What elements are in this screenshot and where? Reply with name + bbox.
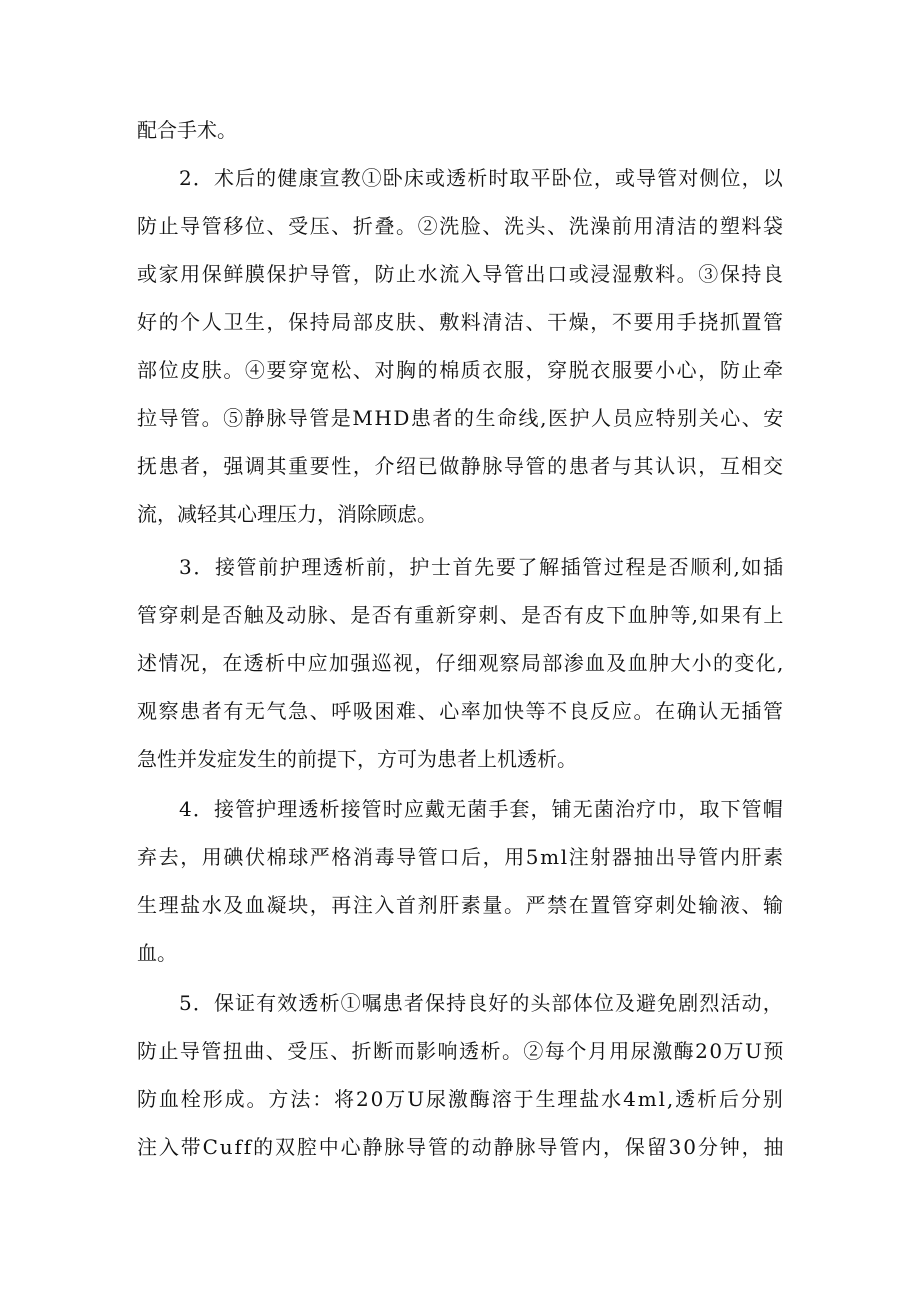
paragraph-start-line bbox=[0, 983, 920, 1023]
text-line bbox=[0, 1079, 920, 1119]
text-line-content: 防止导管扭曲、受压、折断而影响透析。②每个月用尿激酶20万U预 bbox=[137, 1039, 785, 1063]
text-line-content: 血。 bbox=[137, 941, 177, 965]
text-line-content: 急性并发症发生的前提下，方可为患者上机透析。 bbox=[137, 747, 577, 771]
text-line-content: 述情况，在透析中应加强巡视，仔细观察局部渗血及血肿大小的变化, bbox=[137, 651, 785, 675]
text-line bbox=[0, 837, 920, 877]
text-line-content: 注入带Cuff的双腔中心静脉导管的动静脉导管内，保留30分钟，抽 bbox=[137, 1135, 786, 1159]
text-line-content: 管穿刺是否触及动脉、是否有重新穿刺、是否有皮下血肿等,如果有上 bbox=[137, 603, 785, 627]
text-line-content: 生理盐水及血凝块，再注入首剂肝素量。严禁在置管穿刺处输液、输 bbox=[137, 893, 785, 917]
paragraph-start-line bbox=[0, 547, 920, 587]
text-line bbox=[0, 350, 920, 390]
text-line-content: 拉导管。⑤静脉导管是MHD患者的生命线,医护人员应特别关心、安 bbox=[137, 406, 785, 430]
text-line bbox=[0, 254, 920, 294]
text-line bbox=[0, 739, 920, 779]
text-line-content: 2．术后的健康宣教①卧床或透析时取平卧位，或导管对侧位，以 bbox=[179, 166, 784, 190]
text-line bbox=[0, 1127, 920, 1167]
text-line bbox=[0, 206, 920, 246]
paragraph-start-line bbox=[0, 789, 920, 829]
text-line-content: 或家用保鲜膜保护导管，防止水流入导管出口或浸湿敷料。③保持良 bbox=[137, 262, 785, 286]
text-line-content: 5．保证有效透析①嘱患者保持良好的头部体位及避免剧烈活动， bbox=[179, 991, 784, 1015]
text-line bbox=[0, 1031, 920, 1071]
text-line bbox=[0, 595, 920, 635]
paragraph-start-line bbox=[0, 158, 920, 198]
text-line-content: 观察患者有无气急、呼吸困难、心率加快等不良反应。在确认无插管 bbox=[137, 699, 785, 723]
text-line bbox=[0, 398, 920, 438]
text-line-content: 防血栓形成。方法：将20万U尿激酶溶于生理盐水4ml,透析后分别 bbox=[137, 1087, 785, 1111]
text-line bbox=[0, 933, 920, 973]
text-line-content: 防止导管移位、受压、折叠。②洗脸、洗头、洗澡前用清洁的塑料袋 bbox=[137, 214, 785, 238]
text-line bbox=[0, 302, 920, 342]
text-line-content: 好的个人卫生，保持局部皮肤、敷料清洁、干燥，不要用手挠抓置管 bbox=[137, 310, 785, 334]
text-line-content: 抚患者，强调其重要性，介绍已做静脉导管的患者与其认识，互相交 bbox=[137, 454, 785, 478]
text-line-content: 3．接管前护理透析前，护士首先要了解插管过程是否顺利,如插 bbox=[179, 555, 785, 579]
text-line-content: 弃去，用碘伏棉球严格消毒导管口后，用5ml注射器抽出导管内肝素 bbox=[137, 845, 785, 869]
text-line bbox=[0, 643, 920, 683]
text-line-content: 流，减轻其心理压力，消除顾虑。 bbox=[137, 502, 437, 526]
text-line bbox=[0, 494, 920, 534]
text-line-content: 4．接管护理透析接管时应戴无菌手套，铺无菌治疗巾，取下管帽 bbox=[179, 797, 784, 821]
text-line-content: 部位皮肤。④要穿宽松、对胸的棉质衣服，穿脱衣服要小心，防止牵 bbox=[137, 358, 785, 382]
text-line bbox=[0, 885, 920, 925]
text-line bbox=[0, 110, 920, 150]
text-line-content: 配合手术。 bbox=[137, 118, 237, 142]
text-line bbox=[0, 446, 920, 486]
text-line bbox=[0, 691, 920, 731]
